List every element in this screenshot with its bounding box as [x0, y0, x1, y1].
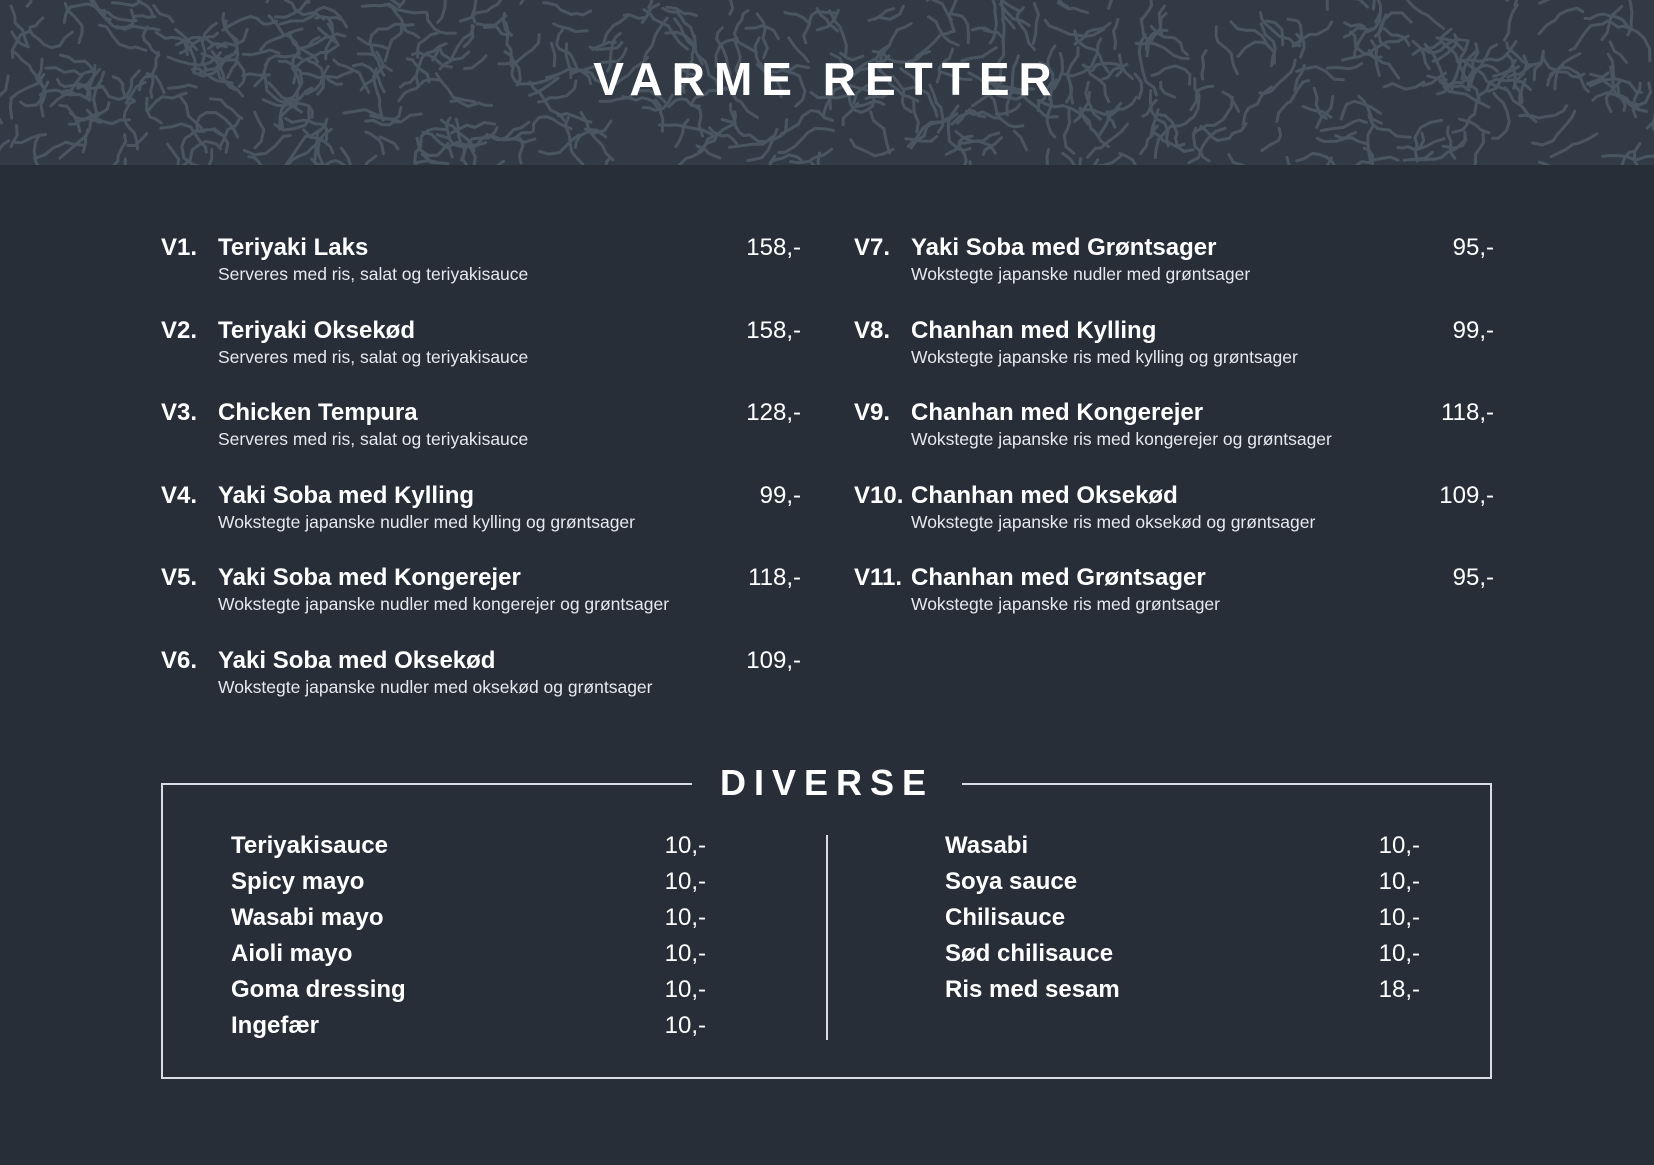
pattern-stroke — [785, 12, 810, 24]
pattern-stroke — [565, 118, 583, 165]
item-name: Chanhan med Kylling — [911, 316, 1157, 344]
pattern-stroke — [446, 118, 450, 138]
menu-item — [161, 645, 801, 728]
pattern-stroke — [135, 16, 155, 18]
diverse-item-price: 10,- — [1378, 832, 1420, 859]
item-price: 109,- — [746, 646, 801, 674]
item-price: 118,- — [1441, 399, 1494, 426]
pattern-stroke — [460, 0, 502, 21]
pattern-stroke — [1352, 0, 1380, 22]
item-code: V6. — [161, 646, 198, 674]
diverse-item — [231, 868, 706, 904]
diverse-item — [231, 976, 706, 1012]
item-price: 158,- — [746, 316, 801, 344]
item-description: Wokstegte japanske ris med oksekød og grøntsager — [911, 511, 1316, 532]
item-code: V3. — [161, 399, 198, 426]
pattern-stroke — [1369, 115, 1410, 137]
pattern-stroke — [544, 3, 591, 15]
item-name: Chanhan med Kongerejer — [911, 399, 1204, 426]
pattern-stroke — [1321, 120, 1366, 131]
diverse-item-price: 18,- — [1378, 976, 1420, 1003]
item-description: Wokstegte japanske nudler med grøntsager — [911, 264, 1251, 284]
item-price: 109,- — [1439, 481, 1494, 509]
hot-dishes-left-column — [161, 232, 801, 727]
page-title: VARME RETTER — [593, 53, 1061, 105]
pattern-stroke — [1345, 23, 1365, 27]
pattern-stroke — [1109, 0, 1120, 8]
item-description: Wokstegte japanske ris med kongerejer og grøntsager — [911, 429, 1332, 449]
pattern-stroke — [1120, 153, 1158, 165]
diverse-item-price: 10,- — [1378, 904, 1420, 931]
item-name: Yaki Soba med Grøntsager — [911, 234, 1217, 261]
diverse-item-name: Wasabi mayo — [231, 904, 384, 931]
pattern-stroke — [168, 144, 179, 165]
item-description: Wokstegte japanske ris med grøntsager — [911, 594, 1220, 614]
pattern-stroke — [1287, 157, 1332, 165]
pattern-stroke — [1014, 131, 1026, 150]
pattern-stroke — [830, 11, 847, 56]
pattern-stroke — [1040, 0, 1068, 7]
menu-item — [854, 232, 1494, 315]
pattern-stroke — [27, 0, 70, 6]
item-name: Yaki Soba med Kongerejer — [218, 564, 521, 591]
header-banner — [0, 0, 1654, 165]
pattern-stroke — [1064, 108, 1074, 154]
pattern-stroke — [604, 15, 629, 44]
pattern-stroke — [309, 0, 335, 3]
pattern-stroke — [223, 17, 277, 31]
pattern-stroke — [1570, 21, 1608, 50]
menu-item — [854, 562, 1494, 645]
item-code: V2. — [161, 316, 198, 344]
diverse-item-name: Teriyakisauce — [231, 832, 388, 859]
item-price: 118,- — [748, 564, 801, 591]
diverse-item-price: 10,- — [664, 868, 706, 895]
item-code: V8. — [854, 316, 891, 344]
item-code: V4. — [161, 481, 198, 509]
pattern-stroke — [1515, 0, 1556, 5]
pattern-stroke — [757, 14, 767, 58]
item-description: Wokstegte japanske nudler med kylling og grøntsager — [218, 511, 635, 532]
item-code: V9. — [854, 399, 891, 426]
hot-dishes-right-column — [854, 232, 1494, 645]
pattern-stroke — [154, 6, 173, 22]
item-name: Teriyaki Laks — [218, 234, 369, 261]
menu-item — [161, 397, 801, 480]
pattern-stroke — [1090, 160, 1097, 165]
pattern-stroke — [438, 0, 446, 22]
pattern-stroke — [1288, 19, 1302, 46]
item-code: V11. — [854, 564, 903, 591]
diverse-item — [945, 940, 1420, 976]
pattern-stroke — [1142, 0, 1158, 19]
pattern-stroke — [812, 163, 830, 165]
pattern-stroke — [366, 132, 384, 154]
diverse-item — [231, 1012, 706, 1048]
pattern-stroke — [30, 18, 43, 27]
pattern-stroke — [1471, 134, 1483, 165]
item-price: 99,- — [1452, 316, 1494, 344]
pattern-stroke — [348, 156, 376, 165]
pattern-stroke — [1404, 0, 1444, 29]
pattern-stroke — [287, 0, 297, 1]
diverse-item-name: Chilisauce — [945, 904, 1066, 931]
menu-item — [854, 480, 1494, 563]
diverse-item-price: 10,- — [1378, 868, 1420, 895]
pattern-stroke — [111, 135, 126, 165]
pattern-stroke — [35, 142, 84, 158]
pattern-stroke — [1033, 4, 1038, 44]
pattern-stroke — [244, 136, 290, 155]
item-price: 95,- — [1452, 564, 1494, 591]
pattern-stroke — [1551, 134, 1597, 157]
diverse-item — [945, 976, 1420, 1012]
diverse-item-price: 10,- — [664, 832, 706, 859]
diverse-item-name: Spicy mayo — [231, 868, 365, 895]
pattern-stroke — [249, 157, 274, 165]
diverse-item-price: 10,- — [1378, 940, 1420, 967]
pattern-stroke — [0, 141, 9, 161]
pattern-stroke — [257, 0, 271, 2]
item-code: V1. — [161, 234, 198, 261]
diverse-title: DIVERSE — [719, 762, 935, 803]
pattern-stroke — [1326, 0, 1329, 9]
diverse-item-name: Wasabi — [945, 832, 1029, 859]
diverse-item — [945, 904, 1420, 940]
menu-item — [854, 315, 1494, 398]
item-code: V5. — [161, 564, 198, 591]
pattern-stroke — [511, 0, 526, 4]
pattern-stroke — [871, 112, 890, 153]
pattern-stroke — [1262, 128, 1281, 150]
diverse-right-column — [945, 832, 1420, 1012]
diverse-item — [231, 904, 706, 940]
pattern-stroke — [195, 149, 212, 165]
pattern-stroke — [581, 113, 613, 160]
pattern-stroke — [1540, 0, 1561, 3]
item-description: Serveres med ris, salat og teriyakisauce — [218, 346, 529, 367]
item-name: Chanhan med Grøntsager — [911, 564, 1206, 591]
diverse-item — [945, 868, 1420, 904]
pattern-stroke — [1017, 8, 1035, 50]
item-name: Teriyaki Oksekød — [218, 316, 415, 344]
pattern-stroke — [990, 0, 996, 43]
item-description: Serveres med ris, salat og teriyakisauce — [218, 429, 529, 449]
menu-item — [161, 480, 801, 563]
menu-item — [854, 397, 1494, 480]
item-name: Chicken Tempura — [218, 399, 418, 426]
diverse-item-price: 10,- — [664, 976, 706, 1003]
pattern-stroke — [694, 105, 703, 135]
pattern-stroke — [341, 148, 357, 165]
pattern-stroke — [1539, 8, 1583, 34]
menu-item — [161, 562, 801, 645]
pattern-stroke — [255, 112, 264, 148]
item-price: 95,- — [1452, 234, 1494, 261]
item-price: 158,- — [746, 234, 801, 261]
item-name: Yaki Soba med Kylling — [218, 481, 475, 509]
pattern-stroke — [1147, 13, 1166, 55]
item-name: Chanhan med Oksekød — [911, 481, 1178, 509]
pattern-stroke — [113, 2, 141, 6]
pattern-stroke — [869, 6, 903, 20]
diverse-item-name: Soya sauce — [945, 868, 1078, 895]
diverse-left-column — [231, 832, 706, 1048]
diverse-item — [231, 940, 706, 976]
pattern-stroke — [722, 120, 772, 142]
diverse-item — [945, 832, 1420, 868]
pattern-stroke — [660, 125, 712, 135]
pattern-stroke — [34, 137, 58, 165]
diverse-title-wrap — [692, 760, 962, 806]
item-code: V7. — [854, 234, 891, 261]
pattern-stroke — [125, 159, 136, 165]
item-description: Wokstegte japanske ris med kylling og grøntsager — [911, 346, 1298, 367]
diverse-item-name: Ris med sesam — [945, 976, 1120, 1003]
pattern-stroke — [487, 161, 504, 165]
diverse-item-price: 10,- — [664, 940, 706, 967]
diverse-item-name: Ingefær — [231, 1012, 320, 1039]
diverse-item-price: 10,- — [664, 1012, 706, 1039]
pattern-stroke — [554, 24, 587, 32]
pattern-stroke — [725, 0, 733, 14]
pattern-stroke — [519, 138, 523, 163]
menu-item — [161, 315, 801, 398]
diverse-item-name: Sød chilisauce — [945, 940, 1114, 967]
item-name: Yaki Soba med Oksekød — [218, 646, 496, 674]
pattern-stroke — [1539, 162, 1569, 165]
pattern-stroke — [1229, 154, 1263, 165]
pattern-stroke — [1114, 20, 1118, 49]
diverse-item-name: Goma dressing — [231, 976, 406, 1003]
item-code: V10. — [854, 481, 904, 509]
menu-item — [161, 232, 801, 315]
diverse-item-name: Aioli mayo — [231, 940, 353, 967]
pattern-stroke — [472, 1, 476, 22]
item-price: 128,- — [746, 399, 801, 426]
item-price: 99,- — [759, 481, 801, 509]
diverse-item-price: 10,- — [664, 904, 706, 931]
pattern-stroke — [30, 30, 72, 47]
item-description: Wokstegte japanske nudler med oksekød og grøntsager — [218, 676, 653, 697]
pattern-stroke — [1335, 0, 1367, 7]
pattern-stroke — [1374, 157, 1399, 160]
pattern-stroke — [1075, 23, 1110, 44]
item-description: Wokstegte japanske nudler med kongerejer og grøntsager — [218, 594, 670, 614]
pattern-stroke — [1635, 143, 1648, 165]
diverse-item — [231, 832, 706, 868]
item-description: Serveres med ris, salat og teriyakisauce — [218, 264, 529, 284]
pattern-stroke — [1504, 5, 1517, 40]
pattern-stroke — [668, 135, 718, 166]
pattern-stroke — [1047, 149, 1049, 165]
diverse-column-divider — [826, 835, 828, 1040]
